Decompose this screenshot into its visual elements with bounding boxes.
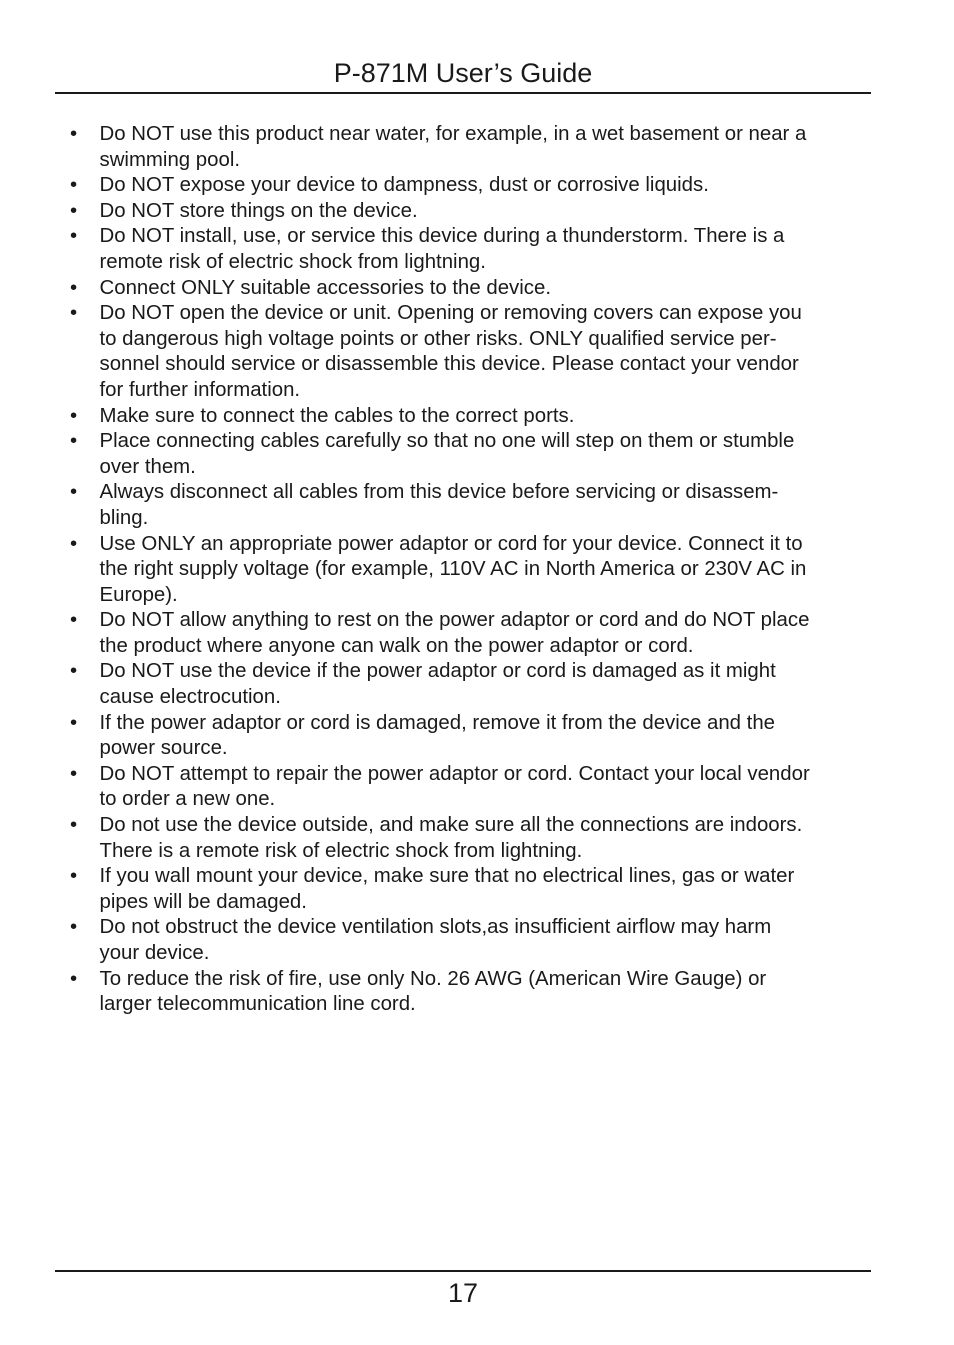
list-item-text-line: pipes will be damaged. [99,890,307,913]
list-item [55,224,875,275]
list-item-text-line: Always disconnect all cables from this device before servicing or disassem- [99,481,779,504]
list-item-text-line: Do NOT use this product near water, for example, in a wet basement or near a [99,123,807,145]
list-item-text-line: the right supply voltage (for example, 110V AC in North America or 230V AC in [99,558,807,581]
list-item [55,659,875,710]
list-item-text-line: If you wall mount your device, make sure that no electrical lines, gas or water [99,865,795,888]
list-item-text-line: Do not use the device outside, and make sure all the connections are indoors. [99,814,803,837]
list-item [55,762,875,813]
bullet-icon: • [70,276,78,299]
list-item-text-line: Connect ONLY suitable accessories to the device. [99,276,551,299]
list-item [55,967,875,1018]
bullet-icon: • [70,711,78,734]
page-footer [55,1270,871,1311]
list-item-text-line: the product where anyone can walk on the power adaptor or cord. [99,634,694,657]
list-item-text-line: Do NOT expose your device to dampness, dust or corrosive liquids. [99,174,709,197]
list-item [55,915,875,966]
list-item-text-line: Make sure to connect the cables to the correct ports. [99,404,575,427]
bullet-icon: • [70,967,78,990]
list-item [55,608,875,659]
list-item-text-line: There is a remote risk of electric shock from lightning. [99,839,583,862]
safety-warnings [55,122,875,1018]
bullet-icon: • [70,302,78,325]
list-item-text-line: to order a new one. [99,788,276,811]
list-item-text-line: To reduce the risk of fire, use only No. 26 AWG (American Wire Gauge) or [99,967,767,990]
list-item-text-line: Do NOT open the device or unit. Opening or removing covers can expose you [99,302,802,325]
list-item-text-line: cause electrocution. [99,686,281,709]
list-item [55,122,875,173]
bullet-icon: • [70,430,78,453]
bullet-icon: • [70,916,78,939]
page-number: 17 [447,1278,479,1308]
list-item-text-line: Place connecting cables carefully so that no one will step on them or stumble [99,430,795,453]
list-item-text-line: Use ONLY an appropriate power adaptor or cord for your device. Connect it to [99,532,803,555]
bullet-list [55,122,875,1018]
list-item-text-line: remote risk of electric shock from lightning. [99,250,486,273]
list-item [55,404,875,430]
list-item-text-line: Europe). [99,583,178,606]
bullet-icon: • [70,225,78,248]
list-item-text-line: Do NOT store things on the device. [99,199,418,222]
list-item-text-line: your device. [99,942,210,964]
bullet-icon: • [70,174,78,197]
list-item-text-line: over them. [99,455,196,478]
list-item-text-line: to dangerous high voltage points or other risks. ONLY qualified service per- [99,327,777,350]
bullet-icon: • [70,660,78,683]
list-item-text-line: If the power adaptor or cord is damaged, remove it from the device and the [99,711,776,734]
list-item [55,864,875,915]
bullet-icon: • [70,199,78,222]
list-item-text-line: sonnel should service or disassemble this device. Please contact your vendor [99,353,799,376]
list-item [55,429,875,480]
list-item-text-line: for further information. [99,378,301,401]
list-item-text-line: swimming pool. [99,148,241,171]
list-item-text-line: Do NOT allow anything to rest on the power adaptor or cord and do NOT place [99,609,810,632]
document-title: P-871M User’s Guide [333,58,593,88]
bullet-icon: • [70,481,78,504]
bullet-icon: • [70,532,78,555]
list-item [55,813,875,864]
list-item [55,199,875,225]
bullet-icon: • [70,609,78,632]
list-item-text-line: Do NOT install, use, or service this device during a thunderstorm. There is a [99,225,785,248]
bullet-icon: • [70,762,78,785]
list-item-text-line: bling. [99,506,149,529]
list-item-text-line: Do not obstruct the device ventilation slots,as insufficient airflow may harm [99,916,772,939]
list-item-text-line: Do NOT attempt to repair the power adaptor or cord. Contact your local vendor [99,762,810,785]
list-item [55,711,875,762]
list-item-text-line: power source. [99,737,228,760]
list-item [55,173,875,199]
list-item-text-line: Do NOT use the device if the power adaptor or cord is damaged as it might [99,660,776,683]
list-item [55,276,875,302]
bullet-icon: • [70,404,78,427]
bullet-icon: • [70,865,78,888]
list-item [55,532,875,609]
bullet-icon: • [70,814,78,837]
list-item-text-line: larger telecommunication line cord. [99,993,416,1016]
list-item [55,480,875,531]
bullet-icon: • [70,123,78,145]
page-header [55,56,871,94]
list-item [55,301,875,403]
